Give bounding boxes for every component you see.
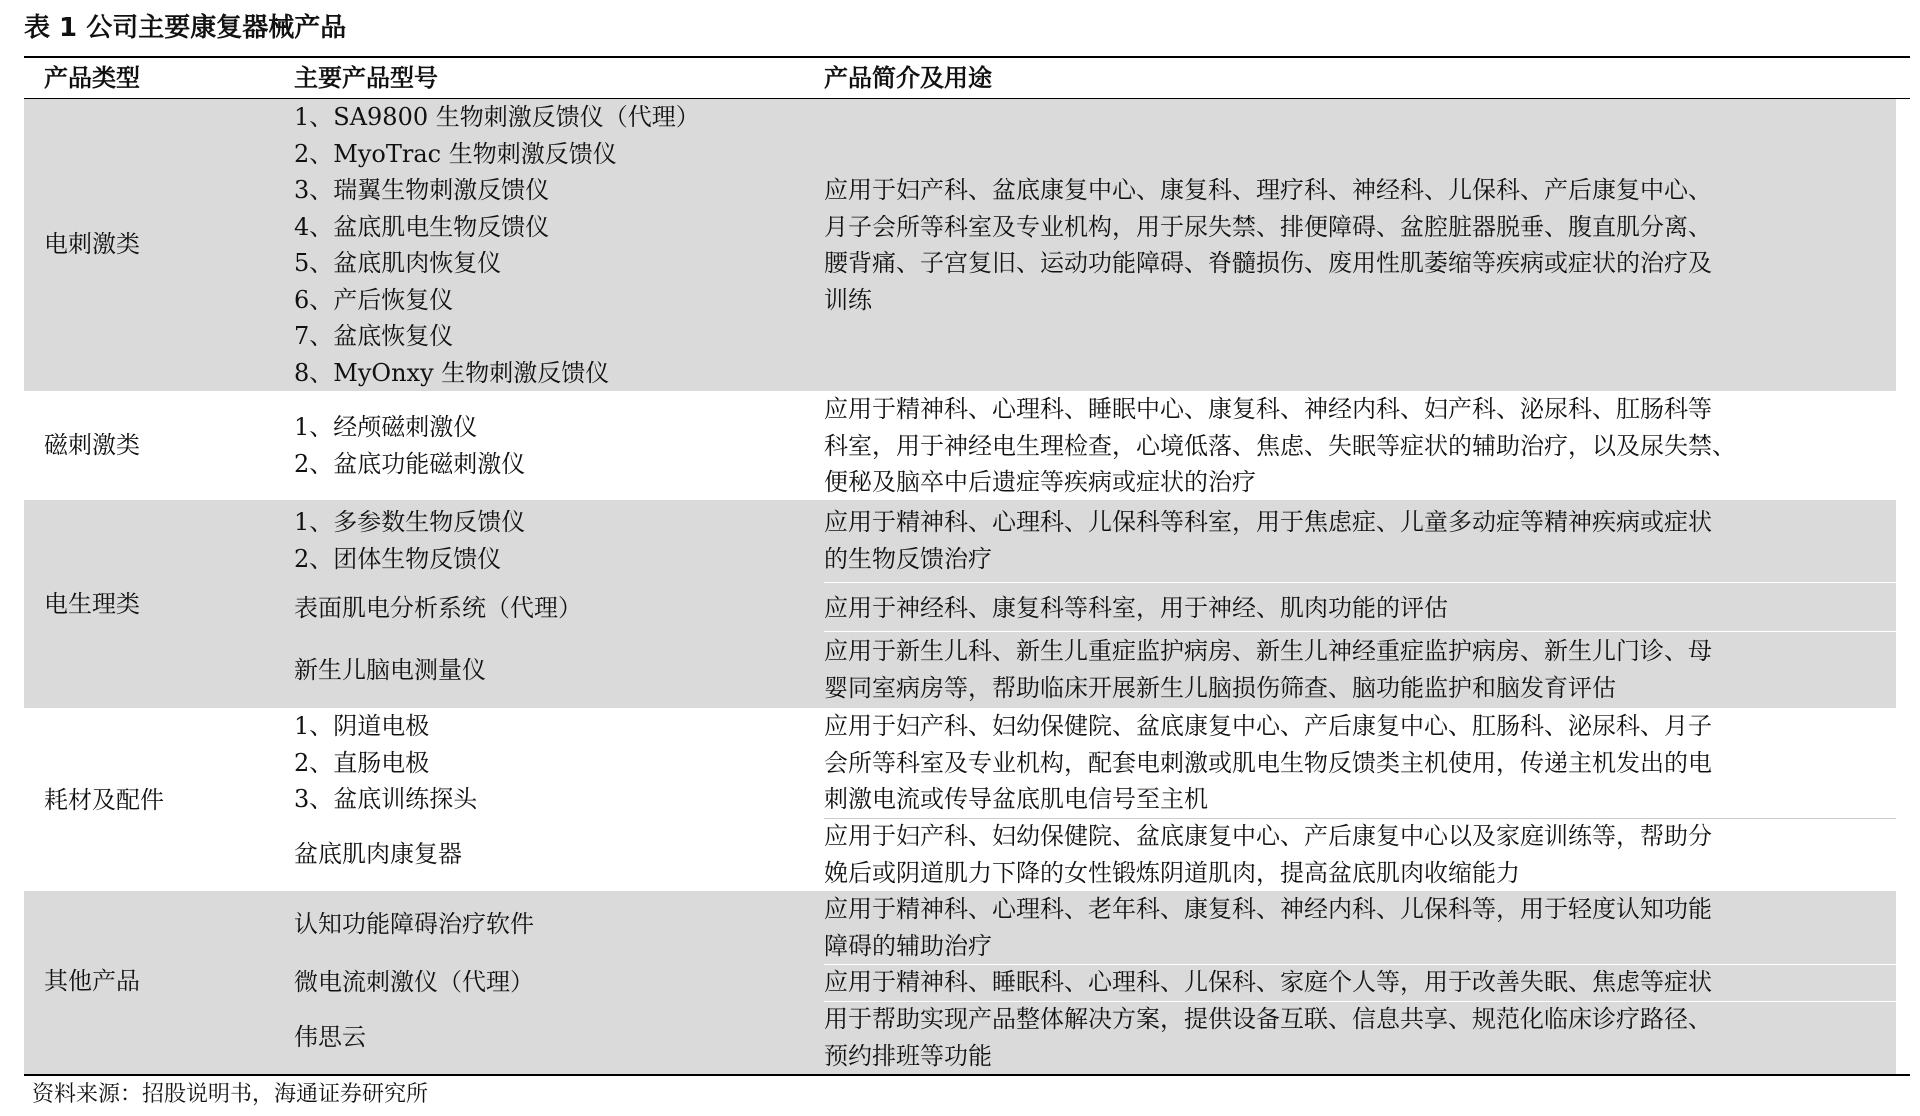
- header-products: 主要产品型号: [294, 64, 438, 92]
- product-item: 1、SA9800 生物刺激反馈仪（代理）: [294, 103, 700, 131]
- category-cell: 耗材及配件: [44, 786, 164, 814]
- product-item: 3、瑞翼生物刺激反馈仪: [294, 176, 550, 204]
- category-cell: 电生理类: [44, 590, 140, 618]
- description-cell: 用于帮助实现产品整体解决方案，提供设备互联、信息共享、规范化临床诊疗路径、 预约排班等功能: [824, 1005, 1712, 1070]
- product-item: 6、产后恢复仪: [294, 285, 454, 314]
- product-item: 盆底肌肉康复器: [294, 840, 462, 868]
- table-row-other-products: [24, 891, 1896, 1074]
- table-row-consumables: [24, 708, 1896, 891]
- row-divider: [824, 582, 1896, 583]
- description-cell: 应用于精神科、心理科、儿保科等科室，用于焦虑症、儿童多动症等精神疾病或症状 的生物反馈治疗: [824, 508, 1712, 573]
- description-cell: 应用于新生儿科、新生儿重症监护病房、新生儿神经重症监护病房、新生儿门诊、母 婴同室病房等，帮助临床开展新生儿脑损伤筛查、脑功能监护和脑发育评估: [824, 637, 1712, 702]
- product-item: 表面肌电分析系统（代理）: [294, 594, 582, 622]
- product-item: 1、阴道电极: [294, 712, 430, 740]
- product-item: 认知功能障碍治疗软件: [294, 910, 534, 938]
- table-row-electrical-stimulation: [24, 99, 1896, 391]
- product-list: [294, 708, 477, 818]
- product-item: 伟思云: [294, 1023, 366, 1051]
- product-list: [294, 409, 525, 482]
- product-item: 4、盆底肌电生物反馈仪: [294, 212, 550, 241]
- description-cell: 应用于妇产科、妇幼保健院、盆底康复中心、产后康复中心、肛肠科、泌尿科、月子 会所等科室及专业机构，配套电刺激或肌电生物反馈类主机使用，传递主机发出的电 刺激电流或传导盆底肌电信号至主机: [824, 712, 1712, 813]
- product-item: 3、盆底训练探头: [294, 785, 478, 813]
- description-cell: 应用于精神科、心理科、睡眠中心、康复科、神经内科、妇产科、泌尿科、肛肠科等 科室，用于神经电生理检查，心境低落、焦虑、失眠等症状的辅助治疗，以及尿失禁、 便秘及脑卒中后遗症等疾病或症状的治疗: [824, 395, 1736, 496]
- header-category: 产品类型: [44, 64, 140, 92]
- description-cell: 应用于精神科、心理科、老年科、康复科、神经内科、儿保科等，用于轻度认知功能 障碍的辅助治疗: [824, 895, 1712, 960]
- product-item: 1、多参数生物反馈仪: [294, 508, 526, 536]
- product-item: 5、盆底肌肉恢复仪: [294, 249, 502, 277]
- product-item: 2、MyoTrac 生物刺激反馈仪: [294, 139, 617, 168]
- product-item: 2、直肠电极: [294, 748, 430, 777]
- row-divider: [824, 631, 1896, 632]
- category-cell: 其他产品: [44, 967, 140, 995]
- description-cell: 应用于精神科、睡眠科、心理科、儿保科、家庭个人等，用于改善失眠、焦虑等症状: [824, 968, 1712, 996]
- source-note: 资料来源：招股说明书，海通证券研究所: [32, 1082, 429, 1107]
- bottom-rule: [24, 1074, 1910, 1076]
- table-title: 表 1 公司主要康复器械产品: [24, 13, 347, 43]
- product-item: 2、团体生物反馈仪: [294, 544, 502, 573]
- product-list: [294, 99, 700, 391]
- description-cell: 应用于神经科、康复科等科室，用于神经、肌肉功能的评估: [824, 594, 1448, 622]
- category-cell: 电刺激类: [44, 230, 140, 258]
- product-item: 微电流刺激仪（代理）: [294, 968, 534, 996]
- category-cell: 磁刺激类: [44, 431, 140, 459]
- table-row-electrophysiology: [24, 500, 1896, 708]
- product-item: 8、MyOnxy 生物刺激反馈仪: [294, 358, 610, 387]
- table-header: [24, 58, 1910, 99]
- product-item: 1、经颅磁刺激仪: [294, 413, 478, 441]
- product-list: [294, 504, 525, 577]
- header-description: 产品简介及用途: [824, 64, 992, 92]
- product-item: 7、盆底恢复仪: [294, 322, 454, 350]
- description-cell: 应用于妇产科、盆底康复中心、康复科、理疗科、神经科、儿保科、产后康复中心、 月子会所等科室及专业机构，用于尿失禁、排便障碍、盆腔脏器脱垂、腹直肌分离、 腰背痛、子宫复旧、运动功能障碍、脊髓损伤、废用性肌萎缩等疾病或症状的治疗及 训练: [824, 176, 1712, 314]
- description-cell: 应用于妇产科、妇幼保健院、盆底康复中心、产后康复中心以及家庭训练等，帮助分 娩后或阴道肌力下降的女性锻炼阴道肌肉，提高盆底肌肉收缩能力: [824, 822, 1712, 887]
- table-row-magnetic-stimulation: [24, 391, 1896, 500]
- product-item: 新生儿脑电测量仪: [294, 656, 486, 684]
- product-item: 2、盆底功能磁刺激仪: [294, 449, 526, 478]
